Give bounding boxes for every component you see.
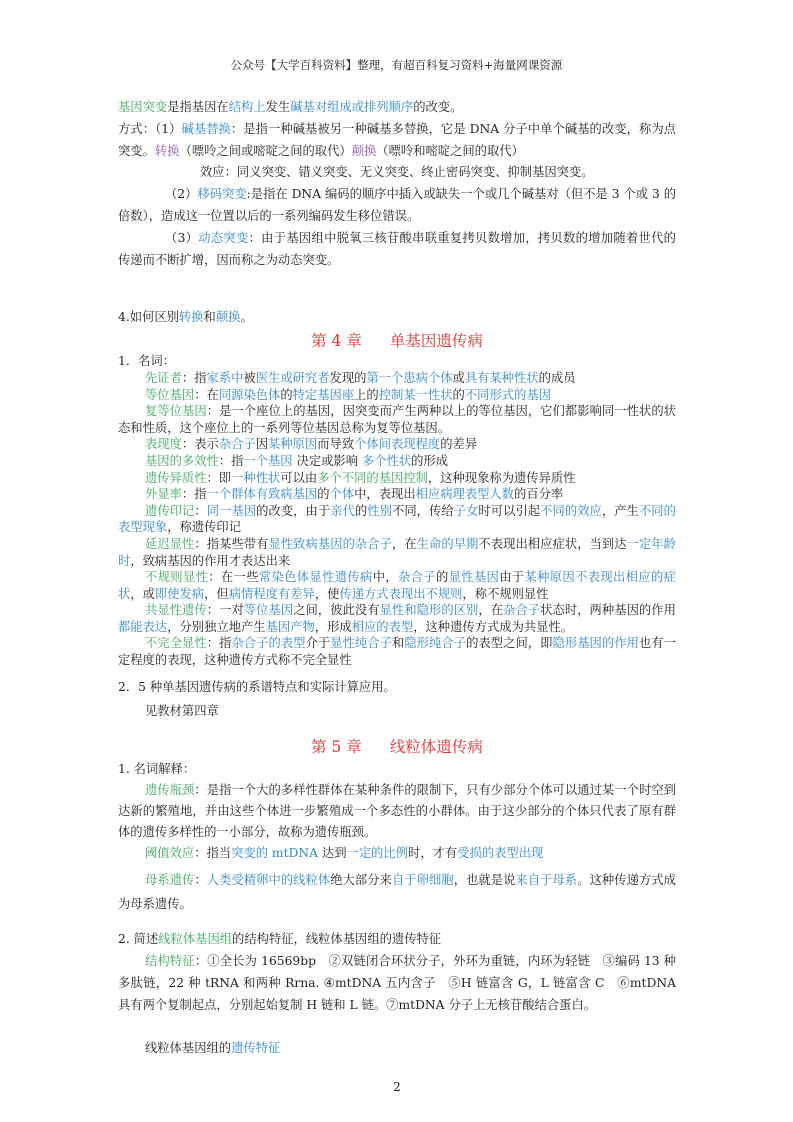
chapter-4-terms [118,353,676,668]
highlighted-text: 转换 [178,310,204,325]
highlighted-text: 家系中 [206,370,244,385]
highlighted-text: 医生或研究者 [255,370,330,385]
body-text: 时，才有 [408,845,458,860]
body-text: 的百分率 [514,487,564,502]
mito-genome-question [118,928,676,1016]
highlighted-text: 动态突变 [198,230,249,245]
term-text: 遗传异质性 [145,470,207,485]
body-text: 1．名词： [118,354,176,369]
body-text: （嘌呤之间或嘧啶之间的取代） [179,143,352,158]
highlighted-text: 显性纯合子 [330,636,392,651]
body-text: 绝大部分来 [330,872,392,887]
body-text: 被 [243,370,256,385]
highlighted-text: 基因产物 [265,619,315,634]
body-text: 因 [255,437,269,452]
genetic-features-heading [118,1040,676,1056]
body-text: 中， [372,570,398,585]
highlighted-text: 隐形基因的作用 [552,636,639,651]
body-text: ，在 [391,536,417,551]
paragraph [118,403,676,436]
body-text: ：指 [181,370,207,385]
body-text: 的改变。 [413,100,463,114]
body-text: 的形成 [411,453,449,468]
body-text: 决定或影响 [292,453,362,468]
term-text: 复等位基因 [145,404,207,419]
term-text: 等位基因 [145,387,195,402]
highlighted-text: 个体间表现程度 [354,437,441,452]
highlighted-text: 碱基对组成或排列顺序 [290,100,414,114]
body-text: 的成员 [538,370,576,385]
highlighted-text: 病情程度有差异 [228,586,315,601]
body-text: 的 [317,487,330,502]
highlighted-text: 性别 [367,503,392,518]
body-text: 的 [280,387,293,402]
paragraph [118,950,676,1016]
paragraph [118,470,676,487]
body-text: 的 [354,503,368,518]
term-text: 遗传印记 [145,503,195,518]
body-text: ：在一些 [208,570,259,585]
body-text: ，形成 [314,619,352,634]
paragraph [118,353,676,370]
body-text: （3） [165,230,199,245]
highlighted-text: 一个基因 [243,453,293,468]
highlighted-text: 杂合子 [218,437,256,452]
term-text: 表现度 [145,437,182,452]
term-text: 延迟显性 [145,536,195,551]
paragraph [118,486,676,503]
chapter-5-title [118,737,676,757]
highlighted-text: 移码突变 [197,187,247,202]
body-text: 发现的 [329,370,367,385]
body-text: 的改变，由于 [256,503,331,518]
highlighted-text: 不同的表型现象 [118,503,676,535]
highlighted-text: 显性基因 [448,570,500,585]
body-text: ，使 [314,586,340,601]
highlighted-text: 特定基因座 [292,387,355,402]
highlighted-text: 多个性状 [361,453,412,468]
paragraph [118,843,676,864]
highlighted-text: 某种原因 [268,437,318,452]
paragraph [118,569,676,602]
body-text: 的结构特征，线粒体基因组的遗传特征 [232,931,442,946]
answer-text: 见教材第四章 [145,703,219,718]
body-text: （嘌呤和嘧啶之间的取代） [376,143,524,158]
highlighted-text: 自于卵细胞 [391,872,454,887]
chapter-name: 单基因遗传病 [389,332,483,351]
highlighted-text: 不同形式的基因 [464,387,551,402]
body-text: 中，表现出 [354,487,416,502]
body-text: ： [194,503,207,518]
highlighted-text: 突变的 mtDNA [231,845,319,860]
body-text: ，在 [478,603,504,618]
term-text: 母系遗传 [145,872,195,887]
highlighted-text: 某种原因不表现出相应的症状 [118,570,676,601]
chapter-5-terms [118,759,676,916]
paragraph [118,453,676,470]
body-text: 线粒体基因组的 [145,1040,232,1055]
highlighted-text: 转换 [154,143,180,158]
body-text: 时可以引起 [478,503,541,518]
body-text: 由于 [499,570,525,585]
body-text: ：指当 [194,845,232,860]
highlighted-text: 生命的早期 [416,536,479,551]
body-text: 2. 简述 [118,931,159,946]
body-text: ，分别独立地产生 [167,619,266,634]
highlighted-text: 常染色体显性遗传病 [258,570,373,585]
term-text: 阈值效应 [145,845,195,860]
highlighted-text: 人类受精卵中的线粒体 [206,872,331,887]
highlighted-text: 杂合子 [503,603,541,618]
highlighted-text: 受损的表型出现 [457,845,544,860]
body-text: 达到 [318,845,347,860]
highlighted-text: 显性和隐形的区别 [379,603,479,618]
body-text: ：表示 [181,437,219,452]
highlighted-text: 即使发病 [154,586,205,601]
term-text: 基因的多效性 [145,453,219,468]
body-text: 或 [452,370,465,385]
term-text: 外显率 [145,487,182,502]
body-text: ，致病基因的作用才表达出来 [130,553,291,568]
body-text: ：指 [181,487,207,502]
body-text: 发生 [265,100,291,114]
body-text: 效应：同义突变、错义突变、无义突变、终止密码突变、抑制基因突变。 [200,165,594,180]
paragraph [118,503,676,536]
page-body [118,97,676,1094]
body-text: 的表型之间，即 [466,636,553,651]
term-text: 线粒体基因组 [158,931,233,946]
body-text: ，产生 [601,503,639,518]
highlighted-text: 颠换 [215,310,241,325]
body-text: ：是一个座位上的基因，因突变而产生两种以上的等位基因，它们都影响同一性状的状态和性质，这个座位上的一系列等位基因总称为复等位基因。 [118,404,676,435]
highlighted-text: 同源染色体 [218,387,281,402]
chapter-name: 线粒体遗传病 [389,737,483,756]
highlighted-text: 不同的效应 [540,503,602,518]
body-text: 上的 [354,387,379,402]
chapter-4-title [118,331,676,351]
paragraph [118,536,676,569]
paragraph [118,635,676,668]
highlighted-text: 碱基替换 [181,121,231,136]
highlighted-text: 颠换 [351,143,377,158]
highlighted-text: 控制某一性状 [378,387,453,402]
body-text: ：即 [206,470,232,485]
term-text: 基因突变 [118,100,168,114]
body-text: 而导致 [317,437,355,452]
body-text: ，也就是说 [453,872,516,887]
body-text: 介于 [305,636,331,651]
highlighted-text: 杂合子 [397,570,436,585]
body-text: 。这种传递方式成为母系遗传。 [118,872,676,911]
paragraph [118,387,676,404]
body-text: 也有一定程度的表现，这种遗传方式称不完全显性 [118,636,676,668]
paragraph [118,370,676,387]
paragraph [118,162,676,184]
highlighted-text: 第一个患病个体 [366,370,453,385]
highlighted-text: 相应病理表型人数 [415,487,515,502]
highlighted-text: 来自于母系 [515,872,578,887]
paragraph [118,119,676,163]
body-text: ，这种现象称为遗传异质性 [427,470,576,485]
term-text: 不规则显性 [145,570,209,585]
question-text: 2．5 种单基因遗传病的系谱特点和实际计算应用。 [118,679,396,694]
paragraph [118,184,676,228]
chapter-4-question-2 [118,679,676,719]
body-text: ：在 [194,387,219,402]
term-text: 遗传瓶颈 [145,782,195,797]
highlighted-text: 个体 [329,487,355,502]
body-text: ：指某些带有 [194,536,269,551]
body-text: 之间，彼此没有 [293,603,380,618]
paragraph [118,868,676,916]
paragraph [118,602,676,635]
highlighted-text: 传递方式表现出不规则 [339,586,463,601]
body-text: ：①全长为 16569bp ②双链闭合环状分子，外环为重链，内环为轻链 ③编码 13 种多肽链，22 种 tRNA 和两种 Rrna. ④mtDNA 五内含子 ⑤H 链富含 G，L 链富含 C ⑥mtDNA 具有两个复制起点，分别起始复制 H 链和 L 链。⑦mtDNA 分子上无核苷酸结合蛋白。 [118,953,676,1012]
body-text: 。 [240,310,253,325]
body-text: ，但 [204,586,229,601]
highlighted-text: 一种性状 [231,470,281,485]
page-number: 2 [393,1079,401,1094]
term-text: 共显性遗传 [145,603,207,618]
highlighted-text: 亲代 [330,503,355,518]
highlighted-text: 一定年龄时 [118,536,676,568]
body-text: ，称遗传印记 [167,520,241,535]
question-4 [118,309,676,325]
paragraph [118,97,676,119]
highlighted-text: 相应的表型 [351,619,414,634]
highlighted-text: 等位基因 [243,603,294,618]
highlighted-text: 杂合子的表型 [231,636,306,651]
highlighted-text: 结构上 [228,100,266,114]
paragraph [118,228,676,272]
body-text: 方式：（1） [118,121,182,136]
body-text: 1. 名词解释： [118,761,196,776]
body-text: 和 [391,636,405,651]
body-text: 可以由 [280,470,318,485]
body-text: ：由于基因组中脱氧三核苷酸串联重复拷贝数增加，拷贝数的增加随着世代的传递而不断扩增，因而称之为动态突变。 [118,230,676,267]
gene-mutation-section [118,97,676,271]
body-text: 和 [203,310,216,325]
highlighted-text: 一个群体有致病基因 [206,487,318,502]
body-text: ，或 [130,586,155,601]
body-text: 的差异 [440,437,478,452]
body-text: ，称不规则显性 [462,586,549,601]
paragraph [118,759,676,780]
chapter-number: 第 4 章 [311,332,362,351]
body-text: 的 [435,570,449,585]
highlighted-text: 隐形纯合子 [404,636,467,651]
highlighted-text: 一定的比例 [346,845,409,860]
highlighted-text: 都能表达 [118,619,168,634]
highlighted-text: 具有某种性状 [464,370,539,385]
body-text: 的 [452,387,465,402]
body-text: ：一对 [206,603,244,618]
chapter-number: 第 5 章 [311,737,362,756]
paragraph [118,928,676,950]
body-text: ：是指一个大的多样性群体在某种条件的限制下，只有少部分个体可以通过某一个时空到达新的繁殖地，并由这些个体进一步繁殖成一个多态性的小群体。由于这少部分的个体只代表了原有群体的遗传多样性的一小部分，故称为遗传瓶颈。 [118,782,676,839]
paragraph [118,436,676,453]
highlighted-text: 显性致病基因的杂合子 [268,536,392,551]
highlighted-text: 同一基因 [206,503,257,518]
body-text: 不表现出相应症状，当到达 [478,536,627,551]
body-text: （2） [165,187,198,202]
highlighted-text: 遗传特征 [231,1040,281,1055]
highlighted-text: 子女 [453,503,479,518]
body-text: 4.如何区别 [118,310,179,325]
page-header: 公众号【大学百科资料】整理，有超百科复习资料+海量网课资源 [230,58,563,72]
body-text: :是指在 DNA 编码的顺序中插入或缺失一个或几个碱基对（但不是 3 个或 3 的倍数），造成这一位置以后的一系列编码发生移位错误。 [118,187,676,223]
body-text: ，这种遗传方式成为共显性。 [413,619,574,634]
body-text: 不同，传给 [391,503,454,518]
body-text: ：是指一种碱基被另一种碱基多替换，它是 DNA 分子中单个碱基的改变，称为点突变。 [118,121,676,158]
term-text: 不完全显性 [145,636,207,651]
term-text: 先证者 [145,370,182,385]
body-text: ： [194,872,207,887]
term-text: 多个不同的基因控制 [317,470,428,485]
body-text: 状态时，两种基因的作用 [540,603,676,618]
body-text: ：指 [218,453,244,468]
body-text: 是指基因在 [167,100,229,114]
paragraph [118,780,676,843]
term-text: 结构特征 [145,953,195,968]
body-text: ：指 [206,636,232,651]
